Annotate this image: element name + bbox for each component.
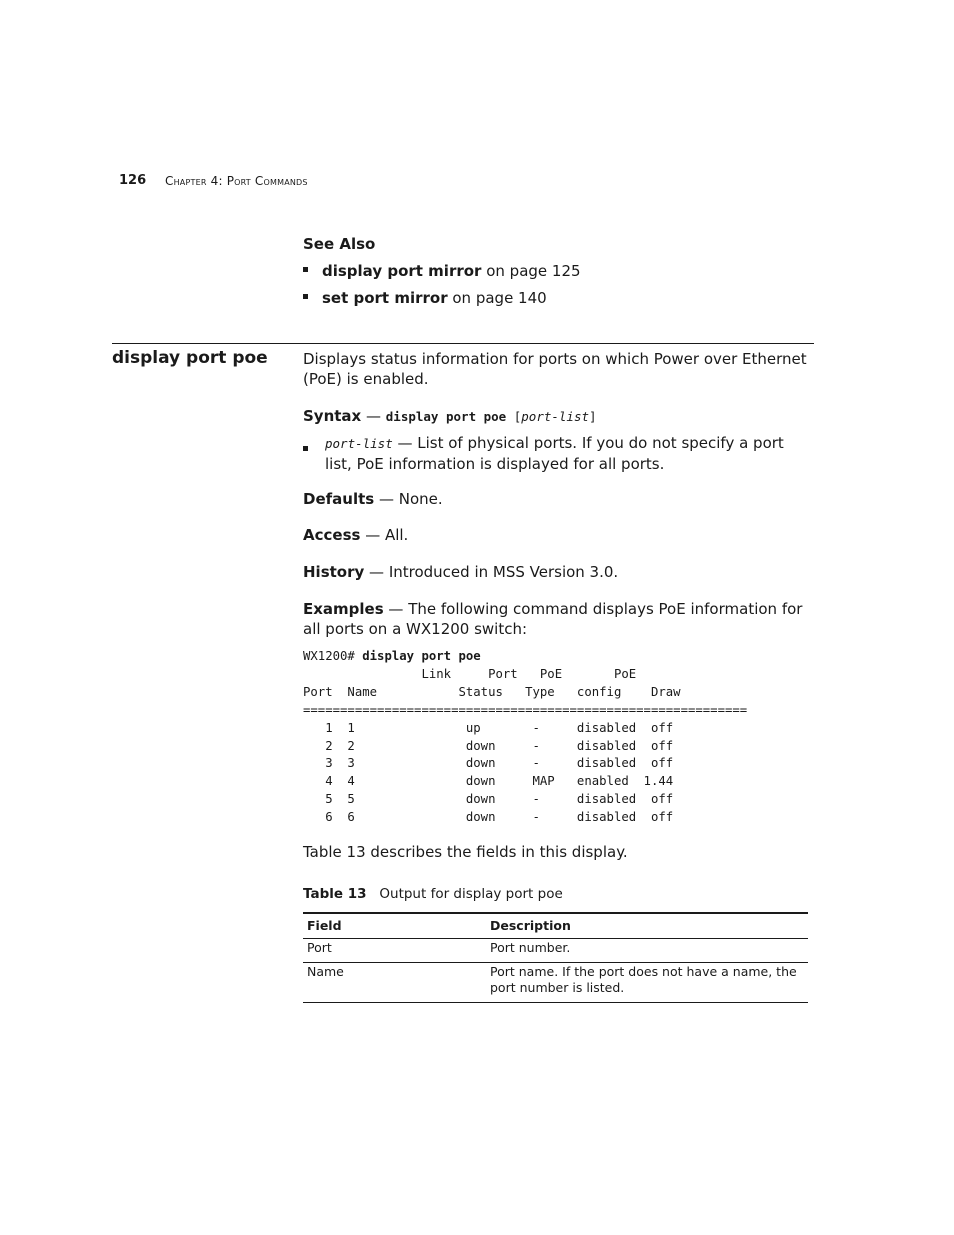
output-fields-table	[303, 912, 808, 1003]
defaults-line: Defaults — None.	[303, 490, 443, 508]
see-also-item: display port mirror on page 125	[303, 262, 581, 280]
page-number: 126	[119, 173, 147, 188]
table-header-description: Description	[486, 913, 808, 939]
bullet-icon	[303, 294, 308, 299]
table-header-row	[303, 913, 808, 939]
description: Displays status information for ports on which Power over Ethernet (PoE) is enabled.	[303, 350, 807, 388]
table-reference: Table 13 describes the fields in this display.	[303, 843, 628, 861]
table-cell-description: Port name. If the port does not have a name, the port number is listed.	[486, 963, 808, 1003]
table-row	[303, 939, 808, 963]
bullet-icon	[303, 267, 308, 272]
table-row	[303, 963, 808, 1003]
chapter-title: Chapter 4: Port Commands	[165, 174, 308, 188]
table-header-field: Field	[303, 913, 486, 939]
see-also-heading: See Also	[303, 235, 376, 253]
table-caption: Table 13 Output for display port poe	[303, 886, 563, 902]
history-line: History — Introduced in MSS Version 3.0.	[303, 563, 619, 581]
syntax-command: display port poe	[385, 409, 507, 424]
examples-line: Examples — The following command displays PoE information for all ports on a WX1200 switch:	[303, 600, 803, 638]
access-line: Access — All.	[303, 526, 409, 544]
command-output: Link Port PoE PoE Port Name Status Type config Draw ============================================================ 1 1 up - disabled off 2 2 down - disabled off 3 3 down - disabled off 4 4 down MAP enabled 1.44 5 5 down - disabled off 6 6 down - disabled off	[303, 666, 748, 825]
see-also-item: set port mirror on page 140	[303, 289, 547, 307]
table-cell-field: Port	[303, 939, 486, 963]
bullet-icon	[303, 446, 308, 451]
see-also-link[interactable]: set port mirror	[322, 289, 448, 307]
section-rule	[112, 343, 814, 344]
table-cell-description: Port number.	[486, 939, 808, 963]
syntax-line: Syntax — display port poe [port-list]	[303, 407, 597, 425]
param-description: port-list — List of physical ports. If you do not specify a port list, PoE information is displayed for all ports.	[325, 434, 784, 473]
see-also-link[interactable]: display port mirror	[322, 262, 482, 280]
table-cell-field: Name	[303, 963, 486, 1003]
param-bullet	[303, 440, 322, 459]
section-title: display port poe	[112, 348, 268, 368]
code-example: WX1200# display port poe Link Port PoE PoE Port Name Status Type config Draw ============================================================ 1 1 up - disabled off 2 2 down - disabled off 3 3 down - disabled off 4 4 down MAP enabled 1.44 5 5 down - disabled off 6 6 down - disabled off	[303, 649, 748, 825]
